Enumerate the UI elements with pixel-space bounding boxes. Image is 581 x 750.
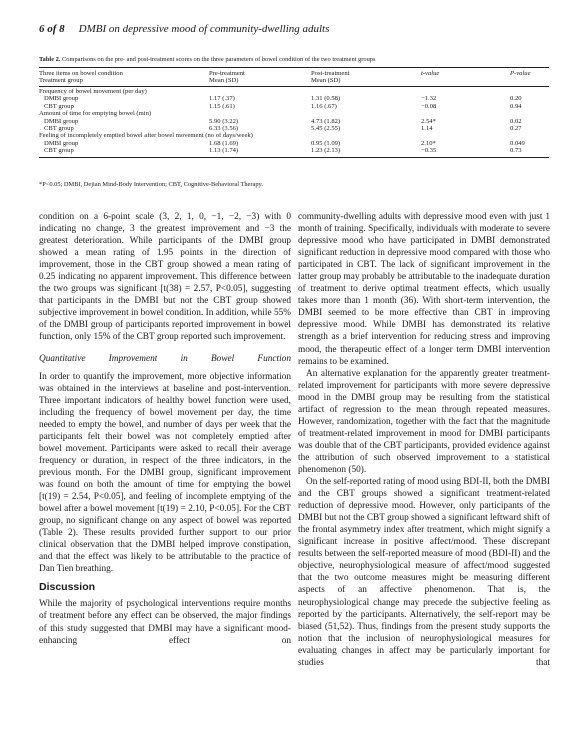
running-title: DMBI on depressive mood of community-dwelling adults	[78, 23, 330, 35]
cell-group: CBT group	[44, 125, 74, 132]
cell-post: 1.31 (0.58)	[311, 95, 341, 103]
column-header-items: Three items on bowel condition	[39, 70, 123, 77]
table-header-rule	[39, 86, 549, 87]
table-section-title	[39, 132, 549, 139]
table-row	[39, 118, 549, 125]
cell-p: 0.02	[510, 117, 522, 125]
paragraph: community-dwelling adults with depressive mood even with just 1 month of training. Specifically, individuals with moderate to severe depressive mood who have participated in DMBI demonstrated significant reduction in depressive mood compared with those who participated in CBT. The lack of significant improvement in the latter group may probably be attributable to the inadequate duration of treatment to derive optimal treatment effects, which usually takes more than 1 month (36). With short-term intervention, the DMBI seemed to be more effective than CBT in improving depressive mood. While DMBI has demonstrated its relative strength as a brief intervention for reducing stress and improving mood, the therapeutic effect of a longer term DMBI intervention remains to be examined.	[298, 212, 550, 367]
paragraph: On the self-reported rating of mood using BDI-II, both the DMBI and the CBT groups showed a significant treatment-related reduction of depressive mood. However, only participants of the DMBI but not the CBT group showed a significant leftward shift of the frontal asymmetry index after treatment, which might signify a significant increase in positive affect/mood. These discrepant results between the self-reported measure of mood (BDI-II) and the objective, neurophysiological measure of affect/mood suggested that the two outcome measures might be measuring different aspects of an affective phenomenon. That is, the neurophysiological change may precede the subjective feeling as reported by the participants. Alternatively, the self-report may be biased (51,52). Thus, findings from the present study supports the notion that the inclusion of neurophysiological measures for evaluating changes in affect may be particularly important for studies that	[298, 477, 550, 668]
table-row	[39, 147, 549, 154]
cell-post: 1.16 (.67)	[311, 102, 337, 110]
table-caption	[39, 56, 549, 64]
cell-p: 0.049	[510, 139, 525, 147]
table-caption-label: Table 2.	[39, 56, 61, 63]
cell-p: 0.20	[510, 95, 522, 103]
table-footnote: *P<0.05; DMBI, Dejian Mind-Body Intervention; CBT, Cognitive-Behavioral Therapy.	[39, 181, 263, 188]
table-bottom-rule	[39, 157, 549, 158]
section-title-incomplete-emptying: Feeling of incompletely emptied bowel after bowel movement (no of days/week)	[39, 132, 253, 140]
table-row	[39, 103, 549, 110]
paragraph: An alternative explanation for the apparently greater treatment-related improvement for participants with more severe depressive mood in the DMBI group may be resulting from the statistical artifact of regression to the mean through repeated measures. However, randomization, together with the fact that the magnitude of treatment-related improvement in mood for DMBI participants was double that of the CBT participants, provided evidence against the attribution of such observed improvement to a statistical phenomenon (50).	[298, 368, 550, 475]
cell-pre: 5.90 (3.22)	[209, 117, 239, 125]
section-title-amount-of-time: Amount of time for emptying bowel (min)	[39, 110, 152, 118]
table-row	[39, 95, 549, 102]
column-header-pre-sub: Mean (SD)	[209, 77, 239, 85]
cell-post: 4.73 (1.82)	[311, 117, 341, 125]
paragraph: In order to quantify the improvement, more objective information was obtained in the interviews at baseline and post-intervention. Three important indicators of healthy bowel function were used, including the frequency of bowel movement per day, the time needed to empty the bowel, and number of days per week that the participants felt their bowel was not completely emptied after bowel movement. Participants were asked to recall their average frequency or duration, in respect of the three indicators, in the previous month. For the DMBI group, significant improvement was found on both the amount of time for emptying the bowel [t(19) = 2.54, P<0.05], and feeling of incomplete emptying of the bowel after a bowel movement [t(19) = 2.10, P<0.05]. For the CBT group, no significant change on any aspect of bowel was reported (Table 2). These results provided further support to our prior clinical observation that the DMBI helped improve constipation, and that the effect was likely to be attributable to the practice of Dan Tien breathing.	[39, 371, 291, 575]
cell-t: −0.35	[421, 147, 437, 155]
cell-p: 0.94	[510, 102, 522, 110]
column-header-post-sub: Mean (SD)	[311, 77, 341, 85]
cell-group: DMBI group	[44, 117, 79, 125]
column-header-post: Post-treatment	[311, 70, 350, 77]
cell-post: 1.23 (2.13)	[311, 147, 341, 155]
section-title-frequency: Frequency of bowel movement (per day)	[39, 88, 147, 95]
table-row	[39, 140, 549, 147]
cell-t: 1.14	[421, 125, 433, 132]
cell-t: −0.08	[421, 102, 437, 110]
column-header-p-value: P-value	[510, 70, 531, 77]
column-header-pre: Pre-treatment	[209, 70, 245, 77]
cell-p: 0.73	[510, 147, 522, 155]
table-header-row-2	[39, 77, 549, 84]
page-number: 6 of 8	[39, 23, 65, 35]
table-section-title	[39, 88, 549, 95]
column-header-group: Treatment group	[39, 77, 83, 85]
table-caption-text: Comparisons on the pre- and post-treatment scores on the three parameters of bowel condition of the two treatment groups	[62, 56, 376, 63]
paragraph: condition on a 6-point scale (3, 2, 1, 0, −1, −2, −3) with 0 indicating no change, 3 the greatest improvement and −3 the greatest deterioration. While participants of the DMBI group showed a mean rating of 1.95 points in the direction of improvement, those in the CBT group showed a mean rating of 0.25 indicating no apparent improvement. This difference between the two groups was significant [t(38) = 2.57, P<0.05], suggesting that participants in the DMBI but not the CBT group showed subjective improvement in bowel condition. In addition, while 55% of the DMBI group of participants reported improvement in bowel function, only 15% of the CBT group reported such improvement.	[39, 212, 291, 343]
cell-pre: 1.13 (1.74)	[209, 147, 239, 155]
cell-group: DMBI group	[44, 139, 79, 147]
cell-t: 2.54*	[421, 117, 436, 125]
cell-pre: 1.15 (.61)	[209, 102, 235, 110]
table-row	[39, 125, 549, 132]
cell-pre: 1.68 (1.69)	[209, 139, 239, 147]
right-column	[298, 211, 550, 669]
cell-p: 0.27	[510, 125, 522, 132]
cell-t: −1.32	[421, 95, 437, 103]
left-column	[39, 211, 291, 647]
subheading: Quantitative Improvement in Bowel Function	[39, 353, 291, 364]
cell-post: 0.95 (1.09)	[311, 139, 341, 147]
table-header-row-1	[39, 70, 549, 77]
table-top-rule	[39, 67, 549, 68]
cell-pre: 1.17 (.37)	[209, 95, 235, 103]
section-heading: Discussion	[39, 581, 96, 594]
cell-group: DMBI group	[44, 95, 79, 103]
running-header	[39, 23, 329, 35]
column-header-t-value: t-value	[421, 70, 440, 77]
paragraph: While the majority of psychological interventions require months of treatment before any effect can be observed, the major findings of this study suggested that DMBI may have a significant mood-enhancing effect on	[39, 599, 291, 646]
cell-post: 5.45 (2.55)	[311, 125, 341, 132]
cell-t: 2.10*	[421, 139, 436, 147]
table-section-title	[39, 110, 549, 117]
cell-pre: 6.33 (3.56)	[209, 125, 239, 132]
cell-group: CBT group	[44, 102, 74, 110]
cell-group: CBT group	[44, 147, 74, 155]
